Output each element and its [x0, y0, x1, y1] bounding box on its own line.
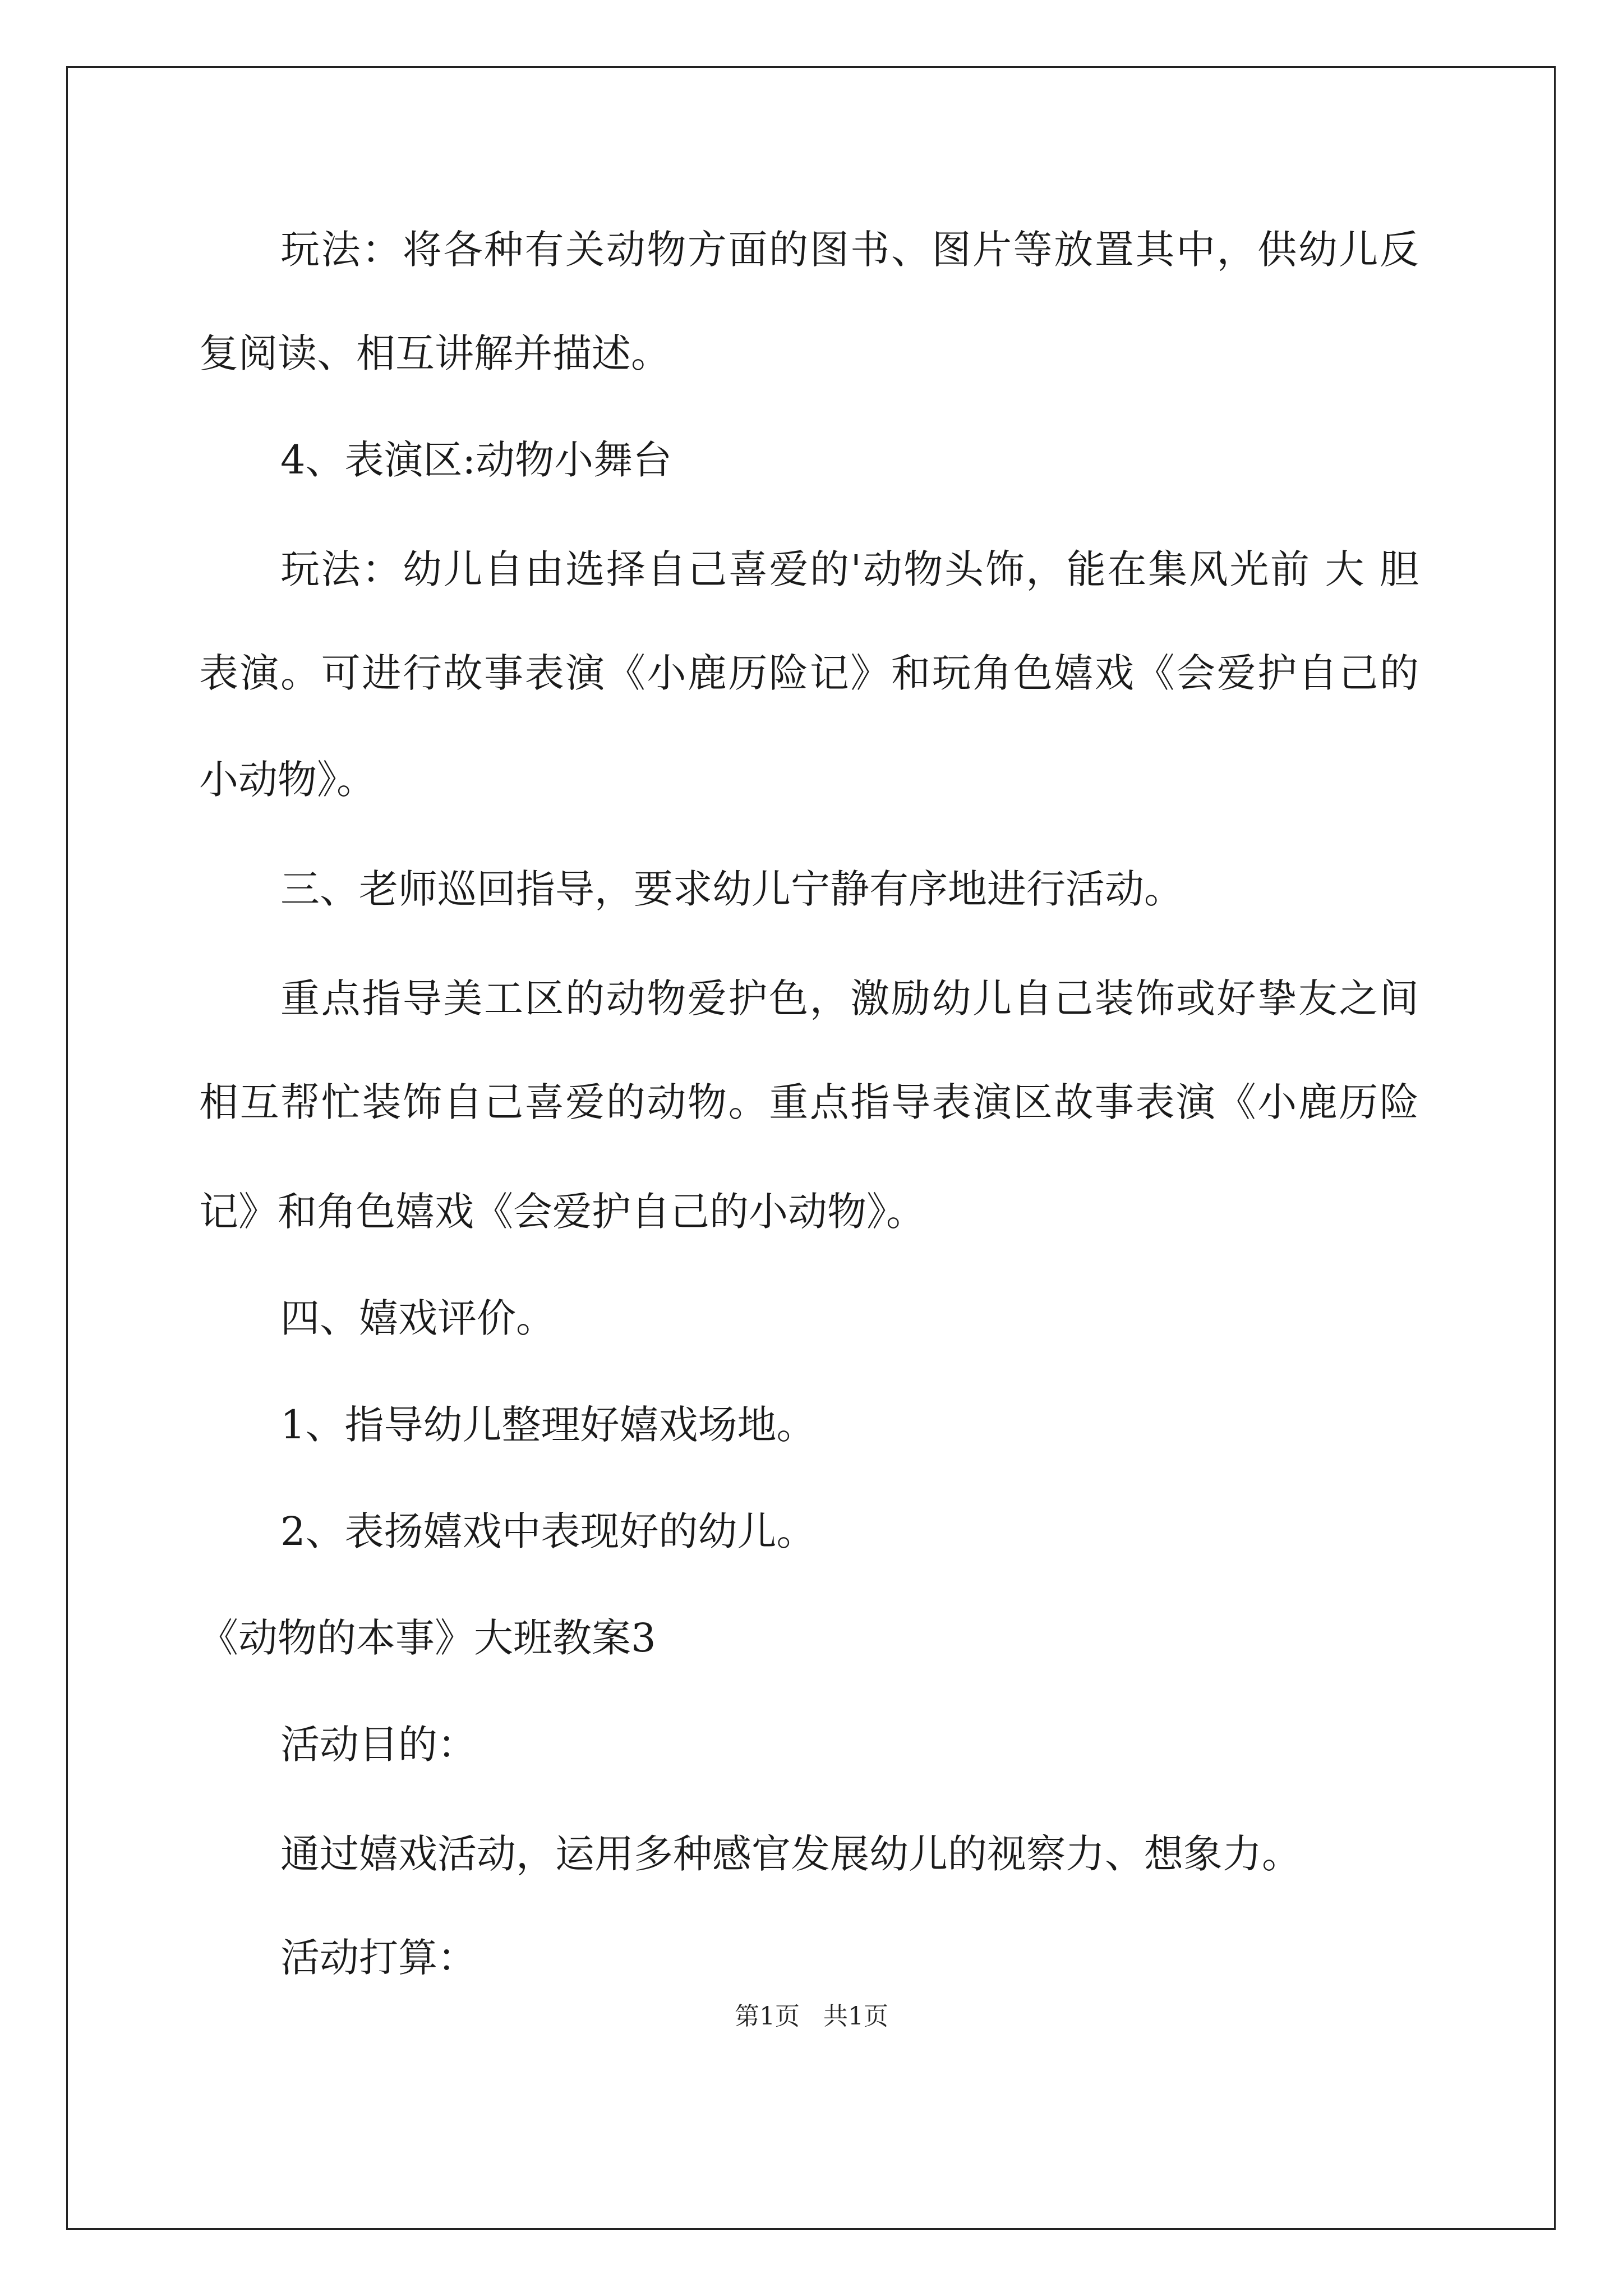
paragraph-line: 小动物》。: [199, 757, 376, 803]
paragraph-line: 活动打算：: [280, 1935, 477, 1981]
paragraph-line: 通过嬉戏活动，运用多种感官发展幼儿的视察力、想象力。: [280, 1831, 1301, 1877]
paragraph-line: 复阅读、相互讲解并描述。: [199, 330, 670, 376]
paragraph-line: 重点指导美工区的动物爱护色，激励幼儿自己装饰或好挚友之间: [280, 976, 1419, 1022]
paragraph-line: 2、表扬嬉戏中表现好的幼儿。: [280, 1508, 816, 1554]
section-heading: 《动物的本事》大班教案3: [199, 1615, 656, 1661]
paragraph-line: 三、老师巡回指导，要求幼儿宁静有序地进行活动。: [280, 866, 1183, 912]
page-footer: [0, 2000, 1623, 2033]
paragraph-line: 表演。可进行故事表演《小鹿历险记》和玩角色嬉戏《会爱护自己的: [199, 650, 1419, 696]
page-number: 第1页 共1页: [735, 2002, 888, 2031]
paragraph-line: 1、指导幼儿整理好嬉戏场地。: [280, 1402, 816, 1448]
paragraph-line: 四、嬉戏评价。: [280, 1295, 555, 1341]
paragraph-line: 玩法：将各种有关动物方面的图书、图片等放置其中，供幼儿反: [280, 227, 1419, 273]
page-border: [66, 66, 1556, 2230]
paragraph-line: 记》和角色嬉戏《会爱护自己的小动物》。: [199, 1189, 925, 1235]
paragraph-line: 相互帮忙装饰自己喜爱的动物。重点指导表演区故事表演《小鹿历险: [199, 1079, 1419, 1125]
paragraph-line: 4、表演区:动物小舞台: [280, 437, 672, 483]
paragraph-line: 活动目的：: [280, 1722, 477, 1768]
paragraph-line: 玩法：幼儿自由选择自己喜爱的'动物头饰，能在集风光前 大 胆: [280, 546, 1419, 592]
